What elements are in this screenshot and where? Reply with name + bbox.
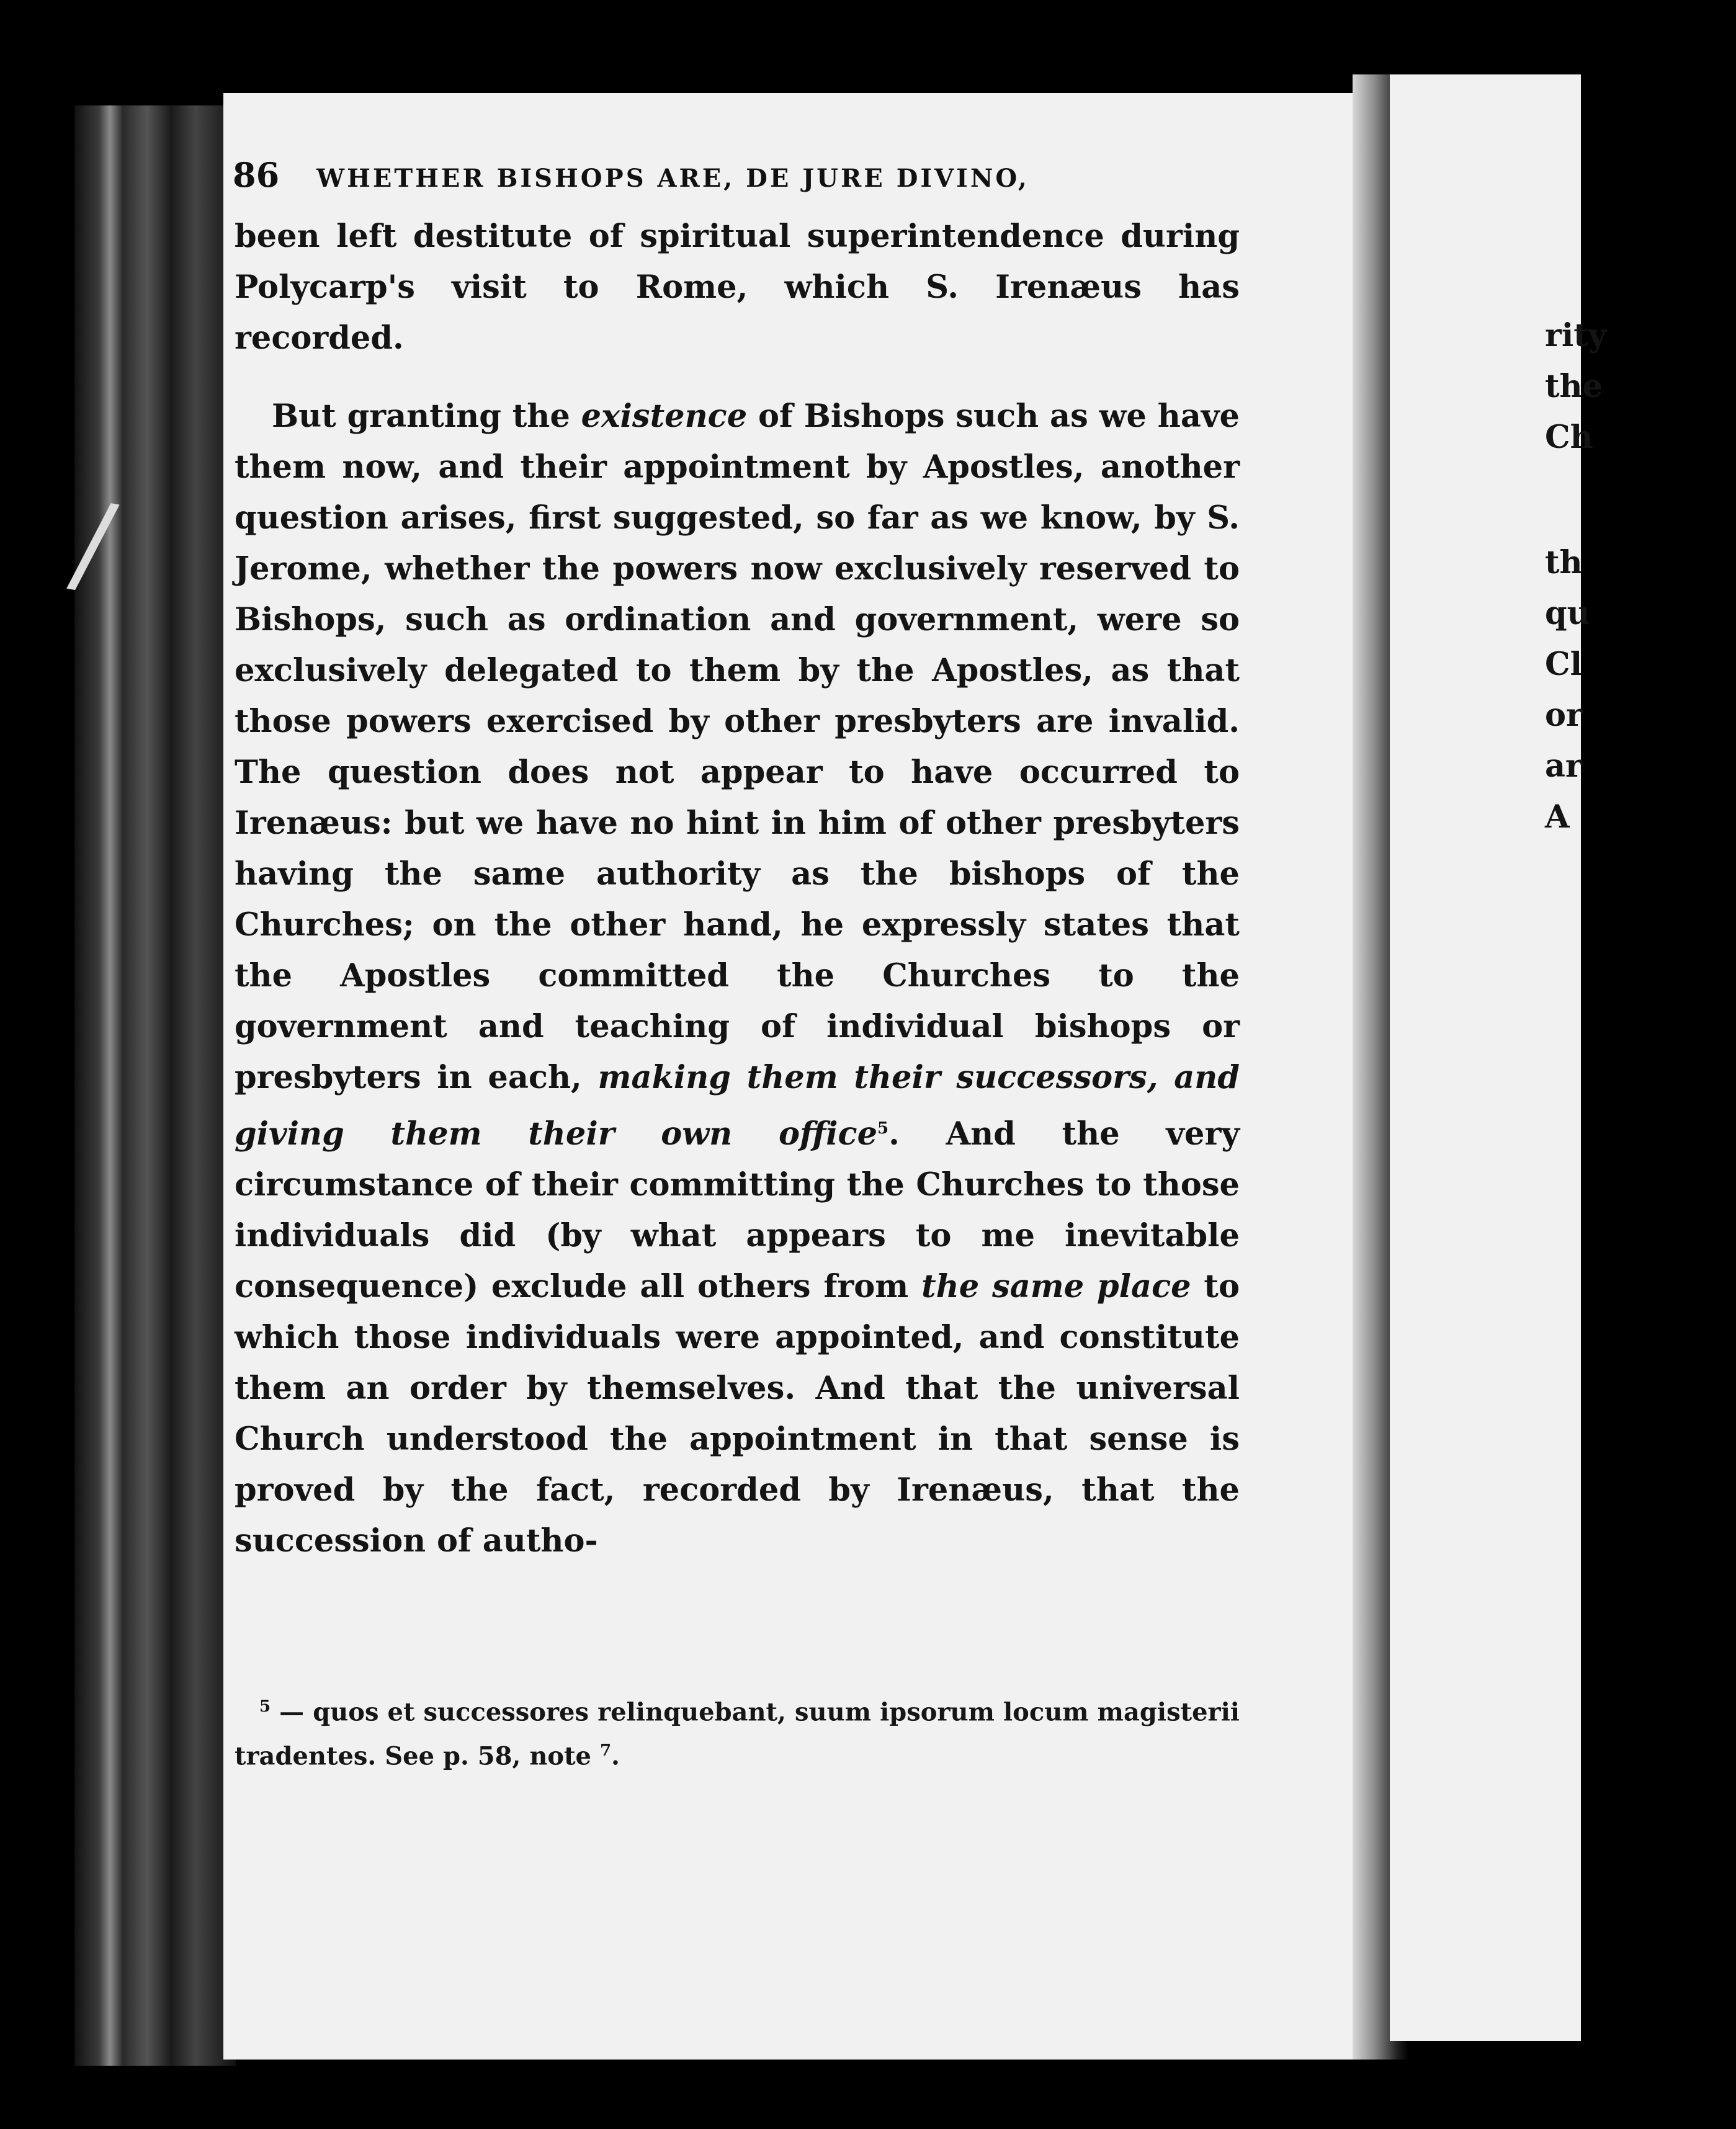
book-spine: [74, 105, 236, 2066]
text-run: .: [611, 1741, 620, 1771]
text-run: — quos et successores relinquebant, suum ipsorum locum magisterii tradentes. See p. 58, note: [235, 1697, 1240, 1771]
right-fragment: Ch: [1545, 419, 1593, 456]
footnote: [235, 1687, 1240, 1776]
right-fragment: Cl: [1545, 646, 1582, 683]
margin-pencil-mark: /: [63, 476, 123, 612]
right-fragment: or: [1545, 697, 1583, 734]
footnote-ref: 7: [599, 1741, 612, 1761]
page-number: 86: [233, 155, 280, 195]
right-fragment: A: [1545, 798, 1570, 836]
paragraph: [235, 211, 1240, 364]
italic-phrase: making them their successors, and giving them their own office: [235, 1059, 1240, 1153]
text-run: of Bishops such as we have them now, and their appointment by Apostles, another question arises, first suggested, so far as we know, by S. Jerome, whether the powers now exclusively reserved to Bishops, such as ordination and government, were so exclusively delegated to them by the Apostles, as that those powers exercised by other presbyters are invalid. The question does not appear to have occurred to Irenæus: but we have no hint in him of other presbyters having the same authority as the bishops of the Churches; on the other hand, he expressly states that the Apostles committed the Churches to the government and teaching of individual bishops or presbyters in each,: [235, 398, 1240, 1096]
page-header: [233, 155, 1101, 211]
footnote-ref: 5: [877, 1119, 889, 1138]
body-text: [235, 211, 1240, 1566]
italic-phrase: existence: [581, 398, 748, 435]
text-run: . And the very circumstance of their committing the Churches to those individuals did (by what appears to me inevitable consequence) exclude all others from: [235, 1115, 1240, 1305]
text-run: to which those individuals were appointed, and constitute them an order by themselves. And that the universal Church understood the appointment in that sense is proved by the fact, recorded by Irenæus, that the succession of autho-: [235, 1268, 1240, 1560]
text-run: been left destitute of spiritual superintendence during Polycarp's visit to Rome, which S. Irenæus has recorded.: [235, 218, 1240, 357]
right-page-text: [1390, 310, 1736, 842]
running-head: WHETHER BISHOPS ARE, DE JURE DIVINO,: [316, 164, 1029, 193]
footnote-ref: 5: [259, 1697, 271, 1716]
italic-phrase: the same place: [921, 1268, 1191, 1305]
right-fragment: ar: [1545, 748, 1582, 785]
right-page: [1390, 74, 1607, 2041]
right-fragment: the: [1545, 368, 1603, 405]
paragraph: [235, 391, 1240, 1566]
text-run: But granting the: [272, 398, 581, 435]
right-fragment: qu: [1545, 595, 1590, 632]
right-fragment: th: [1545, 544, 1583, 581]
right-fragment: rity: [1545, 317, 1607, 354]
